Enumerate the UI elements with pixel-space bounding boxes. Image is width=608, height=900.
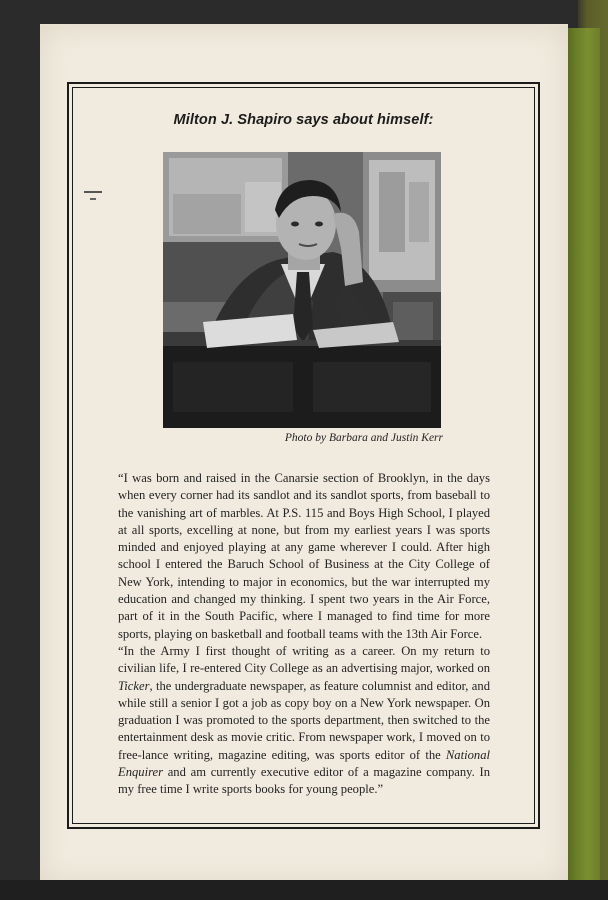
bio-text: “In the Army I first thought of writing as a career. On my return to civilian life, I re-entered City College as an advertising major, worked on [118,643,490,676]
photo-caption: Photo by Barbara and Justin Kerr [284,432,443,444]
page-title: Milton J. Shapiro says about himself: [173,112,434,128]
author-photo [163,152,441,428]
scan-bottom-edge [0,880,608,900]
bio-paragraph-1: “I was born and raised in the Canarsie section of Brooklyn, in the days when every corner had its sandlot and its sandlot sports, from baseball to the vanishing art of marbles. At P.S. 115 and Boys High School, I played at all sports, excelling at none, but from my earliest years I was sports minded and enjoyed playing at any game wherever I could. After high school I entered the Baruch School of Business at the City College of New York, intending to major in economics, but the war interrupted my education and changed my thinking. I spent two years in the Air Force, part of it in the South Pacific, where I managed to find time for more sports, playing on basketball and football teams with the 13th Air Force. [118,471,490,641]
bio-text: , the undergraduate newspaper, as feature columnist and editor, and while still a senior I got a job as copy boy on a New York newspaper. On graduation I was promoted to the sports department, then switched to the entertainment desk as movie critic. From newspaper work, I moved on to free-lance writing, magazine editing, was sports editor of the [118,678,490,762]
national-enquirer-title: National Enquirer [118,747,490,780]
bio-text: and am currently executive editor of a magazine company. In my free time I write sports books for young people.” [118,765,490,797]
bio-paragraph-2 [118,643,490,799]
margin-mark [84,191,102,193]
ticker-title: Ticker [118,678,150,693]
author-biography [118,470,490,799]
margin-mark [90,198,96,200]
